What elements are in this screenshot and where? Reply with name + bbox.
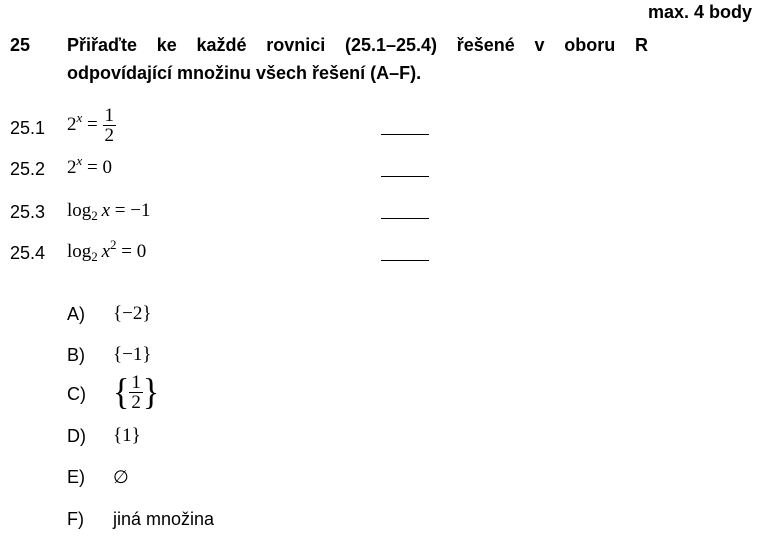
option-letter-f: F) bbox=[67, 509, 84, 529]
option-letter-c: C) bbox=[67, 384, 86, 404]
equation-25-3 bbox=[67, 200, 150, 222]
answer-blank-25-3[interactable] bbox=[381, 218, 429, 219]
word: Přiřaďte bbox=[67, 35, 137, 55]
option-letter-d: D) bbox=[67, 426, 86, 446]
option-value-d: {1} bbox=[113, 425, 141, 446]
option-letter-a: A) bbox=[67, 304, 85, 324]
option-letter-b: B) bbox=[67, 345, 85, 365]
word: ke bbox=[156, 35, 177, 55]
answer-blank-25-1[interactable] bbox=[381, 134, 429, 135]
word: oboru bbox=[564, 35, 616, 55]
value: 0 bbox=[102, 157, 112, 178]
equation-25-1 bbox=[67, 106, 116, 145]
log-function: log bbox=[67, 241, 92, 262]
equals-sign: = bbox=[82, 113, 103, 135]
log-base: 2 bbox=[91, 249, 98, 264]
exponent: x bbox=[76, 153, 83, 168]
base: 2 bbox=[67, 157, 77, 178]
variable: x bbox=[101, 241, 111, 262]
item-number: 25.2 bbox=[10, 159, 46, 179]
answer-blank-25-2[interactable] bbox=[381, 176, 429, 177]
fraction bbox=[129, 373, 143, 412]
word: (25.1–25.4) bbox=[344, 35, 438, 55]
left-brace: { bbox=[113, 371, 130, 413]
option-value-b: {−1} bbox=[113, 344, 152, 365]
question-text-line1 bbox=[67, 35, 648, 56]
exponent: x bbox=[76, 109, 83, 125]
base: 2 bbox=[67, 113, 77, 135]
set-with-fraction bbox=[113, 373, 159, 412]
option-value-f: jiná množina bbox=[113, 509, 215, 529]
value: 0 bbox=[136, 241, 147, 262]
option-value-a: {−2} bbox=[113, 303, 152, 324]
denominator: 2 bbox=[104, 125, 114, 146]
word: řešené bbox=[456, 35, 515, 55]
item-number: 25.4 bbox=[10, 243, 46, 263]
exponent: 2 bbox=[110, 237, 117, 252]
equals-sign: = bbox=[116, 241, 137, 262]
option-value-e: ∅ bbox=[113, 467, 129, 487]
option-letter-e: E) bbox=[67, 467, 85, 487]
right-brace: } bbox=[142, 371, 160, 413]
equation-25-2 bbox=[67, 153, 112, 179]
option-value-c bbox=[113, 373, 159, 412]
item-number: 25.3 bbox=[10, 202, 46, 222]
equals-sign: = bbox=[110, 200, 131, 221]
log-function: log bbox=[67, 200, 92, 221]
log-base: 2 bbox=[91, 208, 98, 223]
numerator: 1 bbox=[131, 372, 141, 393]
word: každé bbox=[196, 35, 247, 55]
denominator: 2 bbox=[131, 392, 141, 413]
question-number: 25 bbox=[10, 35, 31, 55]
equals-sign: = bbox=[82, 157, 103, 178]
word: R bbox=[634, 35, 648, 55]
word: v bbox=[534, 35, 545, 55]
max-points-label: max. 4 body bbox=[647, 2, 752, 22]
fraction bbox=[103, 106, 117, 145]
variable: x bbox=[101, 200, 111, 221]
equation-25-4 bbox=[67, 237, 147, 264]
answer-blank-25-4[interactable] bbox=[381, 260, 429, 261]
numerator: 1 bbox=[104, 105, 114, 126]
word: rovnici bbox=[266, 35, 326, 55]
question-text-line2: odpovídající množinu všech řešení (A–F). bbox=[67, 63, 422, 83]
value: −1 bbox=[130, 200, 151, 221]
item-number: 25.1 bbox=[10, 118, 46, 138]
